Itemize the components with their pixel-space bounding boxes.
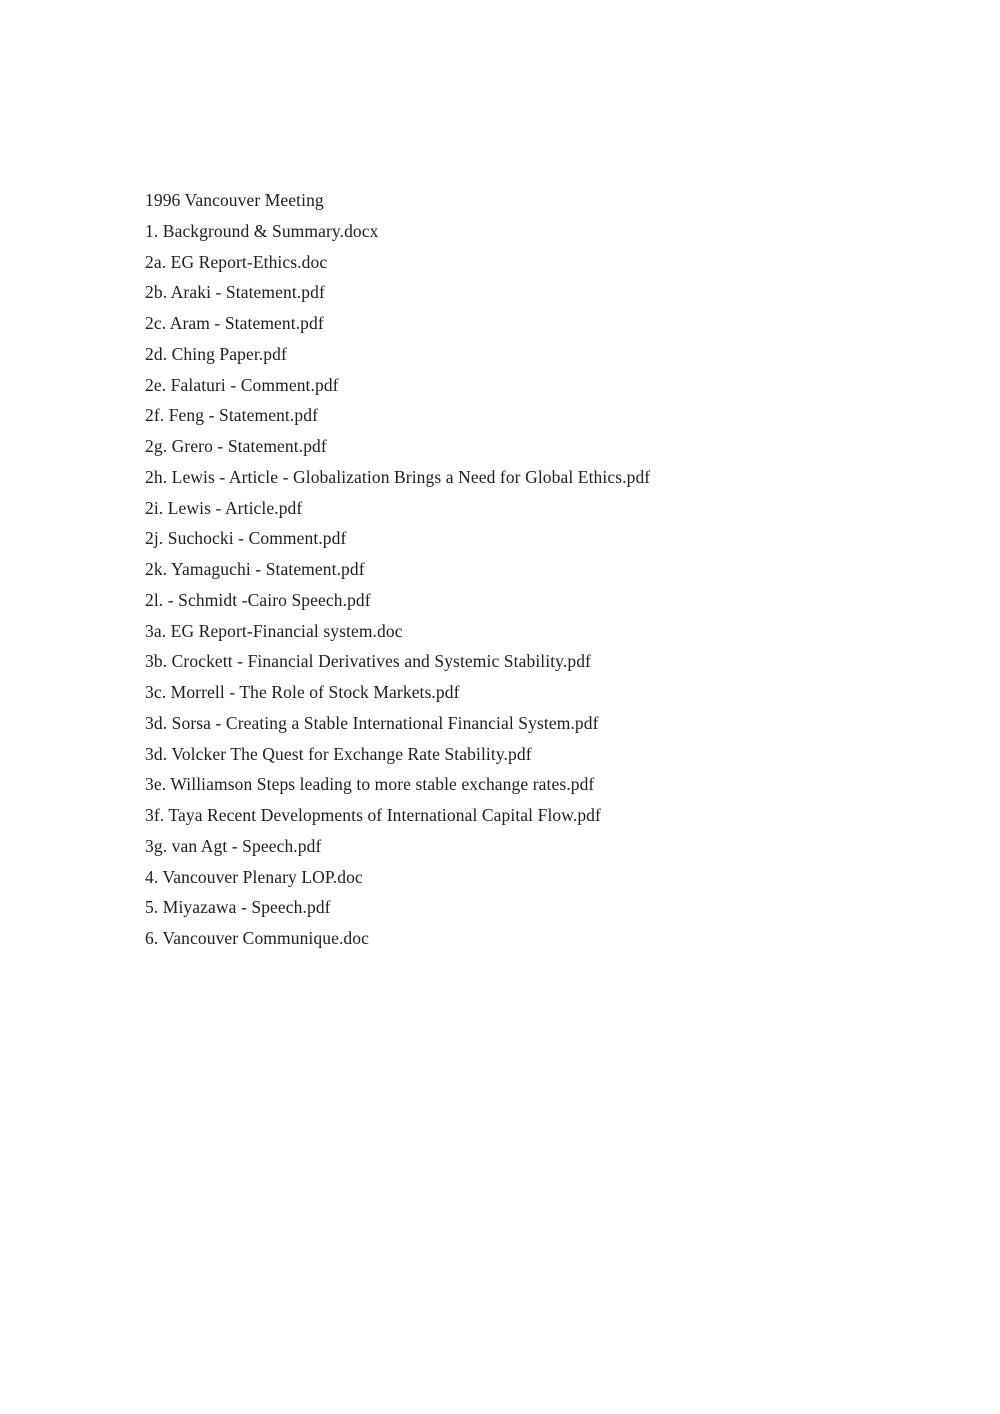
file-list-item: 3d. Volcker The Quest for Exchange Rate Stability.pdf	[145, 743, 532, 764]
file-list-item: 3a. EG Report-Financial system.doc	[145, 620, 403, 641]
file-list-item: 2b. Araki - Statement.pdf	[145, 282, 325, 303]
file-list-item: 2j. Suchocki - Comment.pdf	[145, 528, 347, 549]
file-list-item: 2d. Ching Paper.pdf	[145, 343, 287, 364]
file-list-item: 1. Background & Summary.docx	[145, 220, 379, 241]
file-list-item: 3e. Williamson Steps leading to more stable exchange rates.pdf	[145, 774, 595, 795]
file-list-item: 3d. Sorsa - Creating a Stable International Financial System.pdf	[145, 712, 599, 733]
document-title: 1996 Vancouver Meeting	[145, 190, 324, 210]
file-list-item: 5. Miyazawa - Speech.pdf	[145, 897, 331, 918]
file-list-item: 2a. EG Report-Ethics.doc	[145, 251, 328, 272]
file-list-item: 2c. Aram - Statement.pdf	[145, 313, 324, 333]
file-list-item: 2e. Falaturi - Comment.pdf	[145, 374, 339, 395]
file-list-item: 3b. Crockett - Financial Derivatives and Systemic Stability.pdf	[145, 651, 591, 672]
document-body	[145, 185, 905, 954]
file-list-item: 3f. Taya Recent Developments of International Capital Flow.pdf	[145, 805, 601, 825]
file-list-item: 2g. Grero - Statement.pdf	[145, 436, 327, 456]
file-list-item: 2k. Yamaguchi - Statement.pdf	[145, 559, 365, 579]
file-list-item: 2f. Feng - Statement.pdf	[145, 405, 318, 426]
file-list-item: 6. Vancouver Communique.doc	[145, 928, 370, 948]
file-list-item: 2h. Lewis - Article - Globalization Brings a Need for Global Ethics.pdf	[145, 466, 651, 487]
file-list-item: 2i. Lewis - Article.pdf	[145, 497, 303, 518]
file-list-item: 3g. van Agt - Speech.pdf	[145, 835, 322, 856]
file-list-item: 2l. - Schmidt -Cairo Speech.pdf	[145, 589, 371, 610]
file-list-item: 4. Vancouver Plenary LOP.doc	[145, 866, 363, 887]
file-list-item: 3c. Morrell - The Role of Stock Markets.pdf	[145, 682, 460, 702]
